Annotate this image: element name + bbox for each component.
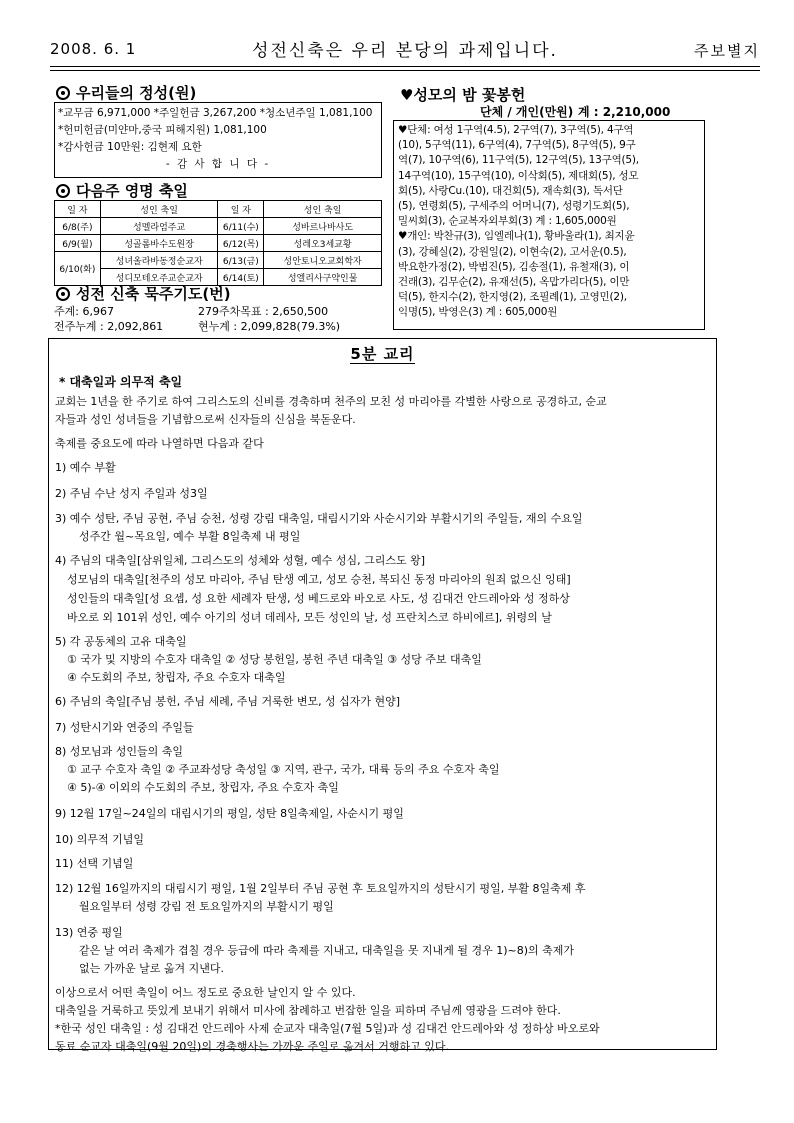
doctrine-line: ① 교구 수호자 축일 ② 주교좌성당 축성일 ③ 지역, 관구, 국가, 대륙 등의 주요 수호자 축일 bbox=[67, 763, 500, 776]
header-date: 2008. 6. 1 bbox=[50, 40, 137, 58]
bouquet-line: 건래(3), 김무순(2), 유재선(5), 옥맙가리다(5), 이만 bbox=[398, 276, 630, 289]
doctrine-line: *한국 성인 대축일 : 성 김대건 안드레아 사제 순교자 대축일(7월 5일)과 성 김대건 안드레아와 성 정하상 바오로와 bbox=[55, 1022, 600, 1035]
bouquet-line: 14구역(10), 15구역(10), 이삭회(5), 제대회(5), 성모 bbox=[398, 169, 639, 182]
offering-line: *헌미헌금(미얀마,중국 피해지원) 1,081,100 bbox=[58, 124, 267, 136]
bullet-circle-icon bbox=[56, 287, 70, 301]
doctrine-line: 성주간 월~목요일, 예수 부활 8일축제 내 평일 bbox=[79, 530, 301, 543]
table-row bbox=[55, 235, 382, 252]
bouquet-line: ♥개인: 박찬규(3), 임엘레나(1), 황바울라(1), 최지윤 bbox=[398, 230, 635, 243]
header-title: 성전신축은 우리 본당의 과제입니다. bbox=[252, 41, 558, 61]
doctrine-line: 성인들의 대축일[성 요셉, 성 요한 세례자 탄생, 성 베드로와 바오로 사도, 성 김대건 안드레아와 성 정하상 bbox=[67, 592, 570, 605]
table-cell: 성골롬바수도원장 bbox=[100, 235, 218, 252]
prayer-prev-total: 전주누계 : 2,092,861 bbox=[54, 320, 164, 333]
table-row bbox=[55, 218, 382, 235]
doctrine-line: 월요일부터 성령 강림 전 토요일까지의 부활시기 평일 bbox=[79, 900, 334, 913]
doctrine-line: 성모님의 대축일[천주의 성모 마리아, 주님 탄생 예고, 성모 승천, 복되신 동정 마리아의 원죄 없으신 잉태] bbox=[67, 573, 571, 586]
doctrine-line: 7) 성탄시기와 연중의 주일들 bbox=[55, 721, 194, 734]
bouquet-total: 계 : 2,210,000 bbox=[578, 105, 671, 119]
doctrine-line: 1) 예수 부활 bbox=[55, 461, 116, 474]
table-cell: 성안토니오교회학자 bbox=[264, 252, 382, 269]
bouquet-line: (5), 연령회(5), 구세주의 어머니(7), 성령기도회(5), bbox=[398, 200, 630, 213]
doctrine-line: 교회는 1년을 한 주기로 하여 그리스도의 신비를 경축하며 천주의 모친 성 마리아를 각별한 사랑으로 공경하고, 순교 bbox=[55, 395, 607, 408]
doctrine-line: 자들과 성인 성녀들을 기념함으로써 신자들의 신심을 북돋운다. bbox=[55, 413, 356, 426]
table-cell: 성바르나바사도 bbox=[264, 218, 382, 235]
bouquet-subtitle: 단체 / 개인(만원) bbox=[480, 105, 574, 119]
table-cell: 성녀올라바동정순교자 bbox=[100, 252, 218, 269]
doctrine-line: 11) 선택 기념일 bbox=[55, 857, 134, 870]
doctrine-line: ① 국가 및 지방의 수호자 대축일 ② 성당 봉헌일, 봉헌 주년 대축일 ③ 성당 주보 대축일 bbox=[67, 653, 482, 666]
bouquet-box bbox=[393, 120, 705, 330]
table-cell: 6/14(토) bbox=[218, 269, 264, 286]
offering-line: *감사헌금 10만원: 김현제 요한 bbox=[58, 141, 202, 153]
doctrine-line: 2) 주님 수난 성지 주일과 성3일 bbox=[55, 487, 208, 500]
table-cell: 6/10(화) bbox=[55, 252, 101, 286]
doctrine-title: 5분 교리 bbox=[350, 345, 415, 363]
doctrine-heading: * 대축일과 의무적 축일 bbox=[59, 375, 183, 389]
offering-line: *교무금 6,971,000 *주일헌금 3,267,200 *청소년주일 1,081,100 bbox=[58, 107, 373, 119]
bullet-circle-icon bbox=[56, 184, 70, 198]
bouquet-line: 회(5), 사랑Cu.(10), 대건회(5), 재속회(3), 독서단 bbox=[398, 184, 623, 197]
doctrine-line: 9) 12월 17일~24일의 대림시기의 평일, 성탄 8일축제일, 사순시기 평일 bbox=[55, 807, 404, 820]
doctrine-line: 8) 성모님과 성인들의 축일 bbox=[55, 745, 184, 758]
table-cell: 성엘리사구약인물 bbox=[264, 269, 382, 286]
doctrine-line: 없는 가까운 날로 옮겨 지낸다. bbox=[79, 962, 224, 975]
doctrine-line: 6) 주님의 축일[주님 봉헌, 주님 세례, 주님 거룩한 변모, 성 십자가 현양] bbox=[55, 695, 401, 708]
doctrine-line: 같은 날 여러 축제가 겹칠 경우 등급에 따라 축제를 지내고, 대축일을 못 지내게 될 경우 1)~8)의 축제가 bbox=[79, 944, 575, 957]
offering-thanks: - 감 사 합 니 다 - bbox=[165, 158, 271, 170]
doctrine-line: 12) 12월 16일까지의 대림시기 평일, 1월 2일부터 주님 공현 후 토요일까지의 성탄시기 평일, 부활 8일축제 후 bbox=[55, 882, 586, 895]
offering-box bbox=[54, 102, 382, 178]
table-cell: 6/12(목) bbox=[218, 235, 264, 252]
bouquet-line: ♥단체: 여성 1구역(4.5), 2구역(7), 3구역(5), 4구역 bbox=[398, 124, 634, 136]
table-header-cell: 성인 축일 bbox=[264, 201, 382, 218]
prayer-week: 주계: 6,967 bbox=[54, 305, 114, 318]
table-header-row bbox=[55, 201, 382, 218]
table-cell: 6/11(수) bbox=[218, 218, 264, 235]
doctrine-line: ④ 수도회의 주보, 창립자, 주요 수호자 대축일 bbox=[67, 671, 286, 684]
table-header-cell: 일 자 bbox=[55, 201, 101, 218]
bullet-circle-icon bbox=[56, 86, 70, 100]
table-cell: 성멜라엄주교 bbox=[100, 218, 218, 235]
doctrine-line: 4) 주님의 대축일[삼위일체, 그리스도의 성체와 성혈, 예수 성심, 그리스도 왕] bbox=[55, 554, 425, 567]
doctrine-line: 13) 연중 평일 bbox=[55, 926, 123, 939]
table-header-cell: 성인 축일 bbox=[100, 201, 218, 218]
doctrine-box bbox=[48, 338, 717, 1053]
doctrine-line: 10) 의무적 기념일 bbox=[55, 833, 145, 846]
feasts-table bbox=[54, 200, 382, 286]
doctrine-line: 대축일을 거룩하고 뜻있게 보내기 위해서 미사에 참례하고 번잡한 일을 피하며 주님께 영광을 드려야 한다. bbox=[55, 1004, 561, 1017]
bouquet-line: (10), 5구역(11), 6구역(4), 7구역(5), 8구역(5), 9구 bbox=[398, 139, 636, 152]
prayer-cur-total: 현누계 : 2,099,828(79.3%) bbox=[198, 320, 341, 333]
header-right: 주보별지 bbox=[694, 42, 760, 60]
prayer-title: 성전 신축 묵주기도(번) bbox=[56, 283, 231, 304]
table-cell: 6/8(주) bbox=[55, 218, 101, 235]
doctrine-line: 5) 각 공동체의 고유 대축일 bbox=[55, 635, 187, 648]
bouquet-line: 덕(5), 한지수(2), 한지영(2), 조필례(1), 고영민(2), bbox=[398, 291, 627, 304]
doctrine-line: ④ 5)-④ 이외의 수도회의 주보, 창립자, 주요 수호자 축일 bbox=[67, 781, 339, 794]
bouquet-title: ♥성모의 밤 꽃봉헌 bbox=[400, 86, 526, 104]
doctrine-line: 바오로 외 101위 성인, 예수 아기의 성녀 데레사, 모든 성인의 날, 성 프란치스코 하비에르], 위령의 날 bbox=[67, 611, 552, 624]
bouquet-line: 역(7), 10구역(6), 11구역(5), 12구역(5), 13구역(5), bbox=[398, 154, 639, 167]
doctrine-line: 3) 예수 성탄, 주님 공현, 주님 승천, 성령 강림 대축일, 대림시기와 사순시기와 부활시기의 주일들, 재의 수요일 bbox=[55, 512, 583, 525]
table-cell: 6/13(금) bbox=[218, 252, 264, 269]
table-cell: 성디모테오주교순교자 bbox=[100, 269, 218, 286]
bouquet-line: (3), 강혜실(2), 강원일(2), 이현숙(2), 고서운(0.5), bbox=[398, 245, 627, 258]
header-rule bbox=[50, 66, 760, 67]
doctrine-line: 이상으로서 어떤 축일이 어느 정도로 중요한 날인지 알 수 있다. bbox=[55, 986, 356, 999]
prayer-target: 279주차목표 : 2,650,500 bbox=[198, 305, 329, 318]
offering-title: 우리들의 정성(원) bbox=[56, 82, 196, 103]
bouquet-line: 박요한가정(2), 박범진(5), 김송절(1), 유철재(3), 이 bbox=[398, 260, 630, 273]
header-rule-2 bbox=[50, 70, 760, 71]
feasts-title: 다음주 영명 축일 bbox=[56, 180, 188, 201]
table-row bbox=[55, 252, 382, 269]
doctrine-line: 동료 순교자 대축일(9월 20일)의 경축행사는 가까운 주일로 옮겨서 거행하고 있다. bbox=[55, 1040, 449, 1053]
table-cell: 성레오3세교황 bbox=[264, 235, 382, 252]
doctrine-line: 축제를 중요도에 따라 나열하면 다음과 같다 bbox=[55, 437, 264, 450]
table-cell: 6/9(월) bbox=[55, 235, 101, 252]
table-header-cell: 일 자 bbox=[218, 201, 264, 218]
bouquet-line: 밀씨회(3), 순교복자외부회(3) 계 : 1,605,000원 bbox=[398, 215, 617, 228]
bouquet-line: 익명(5), 박영은(3) 계 : 605,000원 bbox=[398, 306, 558, 319]
page-header bbox=[50, 36, 760, 64]
